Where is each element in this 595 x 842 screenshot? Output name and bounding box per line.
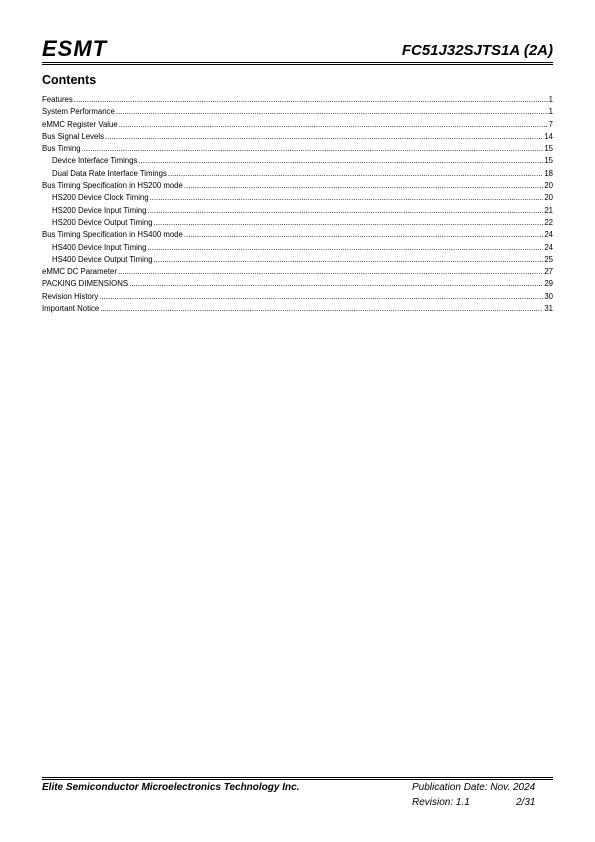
toc-entry[interactable] bbox=[42, 180, 553, 192]
toc-entry-title: PACKING DIMENSIONS bbox=[42, 279, 129, 289]
toc-leader-dots bbox=[105, 131, 543, 143]
toc-entry-page: 27 bbox=[544, 267, 553, 277]
toc-leader-dots bbox=[168, 168, 543, 180]
toc-leader-dots bbox=[147, 242, 543, 254]
toc-leader-dots bbox=[129, 278, 543, 290]
toc-entry-page: 15 bbox=[544, 156, 553, 166]
page-number: 2/31 bbox=[516, 797, 536, 808]
toc-entry-title: System Performance bbox=[42, 107, 115, 117]
toc-leader-dots bbox=[74, 94, 548, 106]
toc-entry-page: 25 bbox=[544, 254, 553, 264]
toc-entry[interactable] bbox=[42, 303, 553, 315]
toc-entry[interactable] bbox=[42, 278, 553, 290]
toc-leader-dots bbox=[82, 143, 544, 155]
toc-entry[interactable] bbox=[42, 106, 553, 118]
toc-entry-title: eMMC Register Value bbox=[42, 119, 118, 129]
toc-entry[interactable] bbox=[42, 192, 553, 204]
toc-entry[interactable] bbox=[42, 168, 553, 180]
toc-entry-page: 14 bbox=[544, 131, 553, 141]
toc-leader-dots bbox=[118, 266, 543, 278]
toc-entry-title: HS400 Device Input Timing bbox=[52, 242, 147, 252]
company-name: Elite Semiconductor Microelectronics Technology Inc. bbox=[42, 782, 300, 793]
toc-entry-page: 24 bbox=[544, 230, 553, 240]
toc-entry-page: 24 bbox=[544, 242, 553, 252]
footer-divider-thin bbox=[42, 779, 553, 780]
toc-leader-dots bbox=[184, 180, 543, 192]
toc-entry[interactable] bbox=[42, 143, 553, 155]
toc-entry-page: 15 bbox=[544, 144, 553, 154]
toc-leader-dots bbox=[154, 254, 544, 266]
toc-entry-title: Bus Signal Levels bbox=[42, 131, 104, 141]
toc-entry-page: 1 bbox=[548, 95, 553, 104]
toc-entry-title: HS200 Device Output Timing bbox=[52, 217, 153, 227]
toc-leader-dots bbox=[100, 303, 543, 315]
footer-divider bbox=[42, 777, 553, 778]
toc-leader-dots bbox=[119, 119, 548, 131]
toc-entry-title: HS200 Device Clock Timing bbox=[52, 193, 149, 203]
toc-entry-page: 31 bbox=[544, 304, 553, 314]
toc-entry-title: eMMC DC Parameter bbox=[42, 267, 117, 277]
toc-leader-dots bbox=[184, 229, 543, 241]
toc-entry-title: Important Notice bbox=[42, 304, 100, 314]
toc-entry-page: 7 bbox=[548, 119, 553, 129]
toc-entry-title: Bus Timing bbox=[42, 144, 81, 154]
toc-leader-dots bbox=[154, 217, 544, 229]
toc-entry-page: 30 bbox=[544, 291, 553, 301]
toc-entry-page: 29 bbox=[544, 279, 553, 289]
toc-entry-page: 21 bbox=[544, 205, 553, 215]
toc-leader-dots bbox=[116, 106, 548, 118]
toc-entry[interactable] bbox=[42, 94, 553, 106]
toc-entry-page: 1 bbox=[548, 107, 553, 117]
part-number: FC51J32SJTS1A (2A) bbox=[401, 42, 553, 59]
toc-entry[interactable] bbox=[42, 266, 553, 278]
toc-leader-dots bbox=[147, 205, 543, 217]
toc-entry-page: 20 bbox=[544, 181, 553, 191]
toc-entry[interactable] bbox=[42, 131, 553, 143]
toc-entry-title: Revision History bbox=[42, 291, 99, 301]
publication-date: Publication Date: Nov. 2024 bbox=[412, 782, 536, 793]
toc-entry[interactable] bbox=[42, 217, 553, 229]
toc-entry-title: Bus Timing Specification in HS200 mode bbox=[42, 181, 183, 191]
toc-leader-dots bbox=[150, 192, 544, 204]
toc-entry[interactable] bbox=[42, 254, 553, 266]
toc-entry-page: 20 bbox=[544, 193, 553, 203]
toc-leader-dots bbox=[99, 291, 543, 303]
table-of-contents bbox=[42, 94, 553, 315]
toc-entry-title: HS400 Device Output Timing bbox=[52, 254, 153, 264]
header-divider bbox=[42, 62, 553, 63]
toc-entry-title: Bus Timing Specification in HS400 mode bbox=[42, 230, 183, 240]
contents-heading: Contents bbox=[42, 73, 97, 87]
toc-entry-title: Features bbox=[42, 95, 73, 104]
toc-entry-page: 18 bbox=[544, 168, 553, 178]
toc-entry-page: 22 bbox=[544, 217, 553, 227]
toc-entry-title: HS200 Device Input Timing bbox=[52, 205, 147, 215]
toc-entry[interactable] bbox=[42, 229, 553, 241]
esmt-logo: ESMT bbox=[42, 36, 108, 61]
toc-leader-dots bbox=[138, 155, 543, 167]
toc-entry[interactable] bbox=[42, 155, 553, 167]
toc-entry[interactable] bbox=[42, 242, 553, 254]
toc-entry[interactable] bbox=[42, 205, 553, 217]
header-divider-thin bbox=[42, 64, 553, 65]
revision-label: Revision: 1.1 bbox=[412, 797, 470, 808]
toc-entry-title: Dual Data Rate Interface Timings bbox=[52, 168, 167, 178]
toc-entry[interactable] bbox=[42, 119, 553, 131]
toc-entry[interactable] bbox=[42, 291, 553, 303]
toc-entry-title: Device Interface Timings bbox=[52, 156, 138, 166]
